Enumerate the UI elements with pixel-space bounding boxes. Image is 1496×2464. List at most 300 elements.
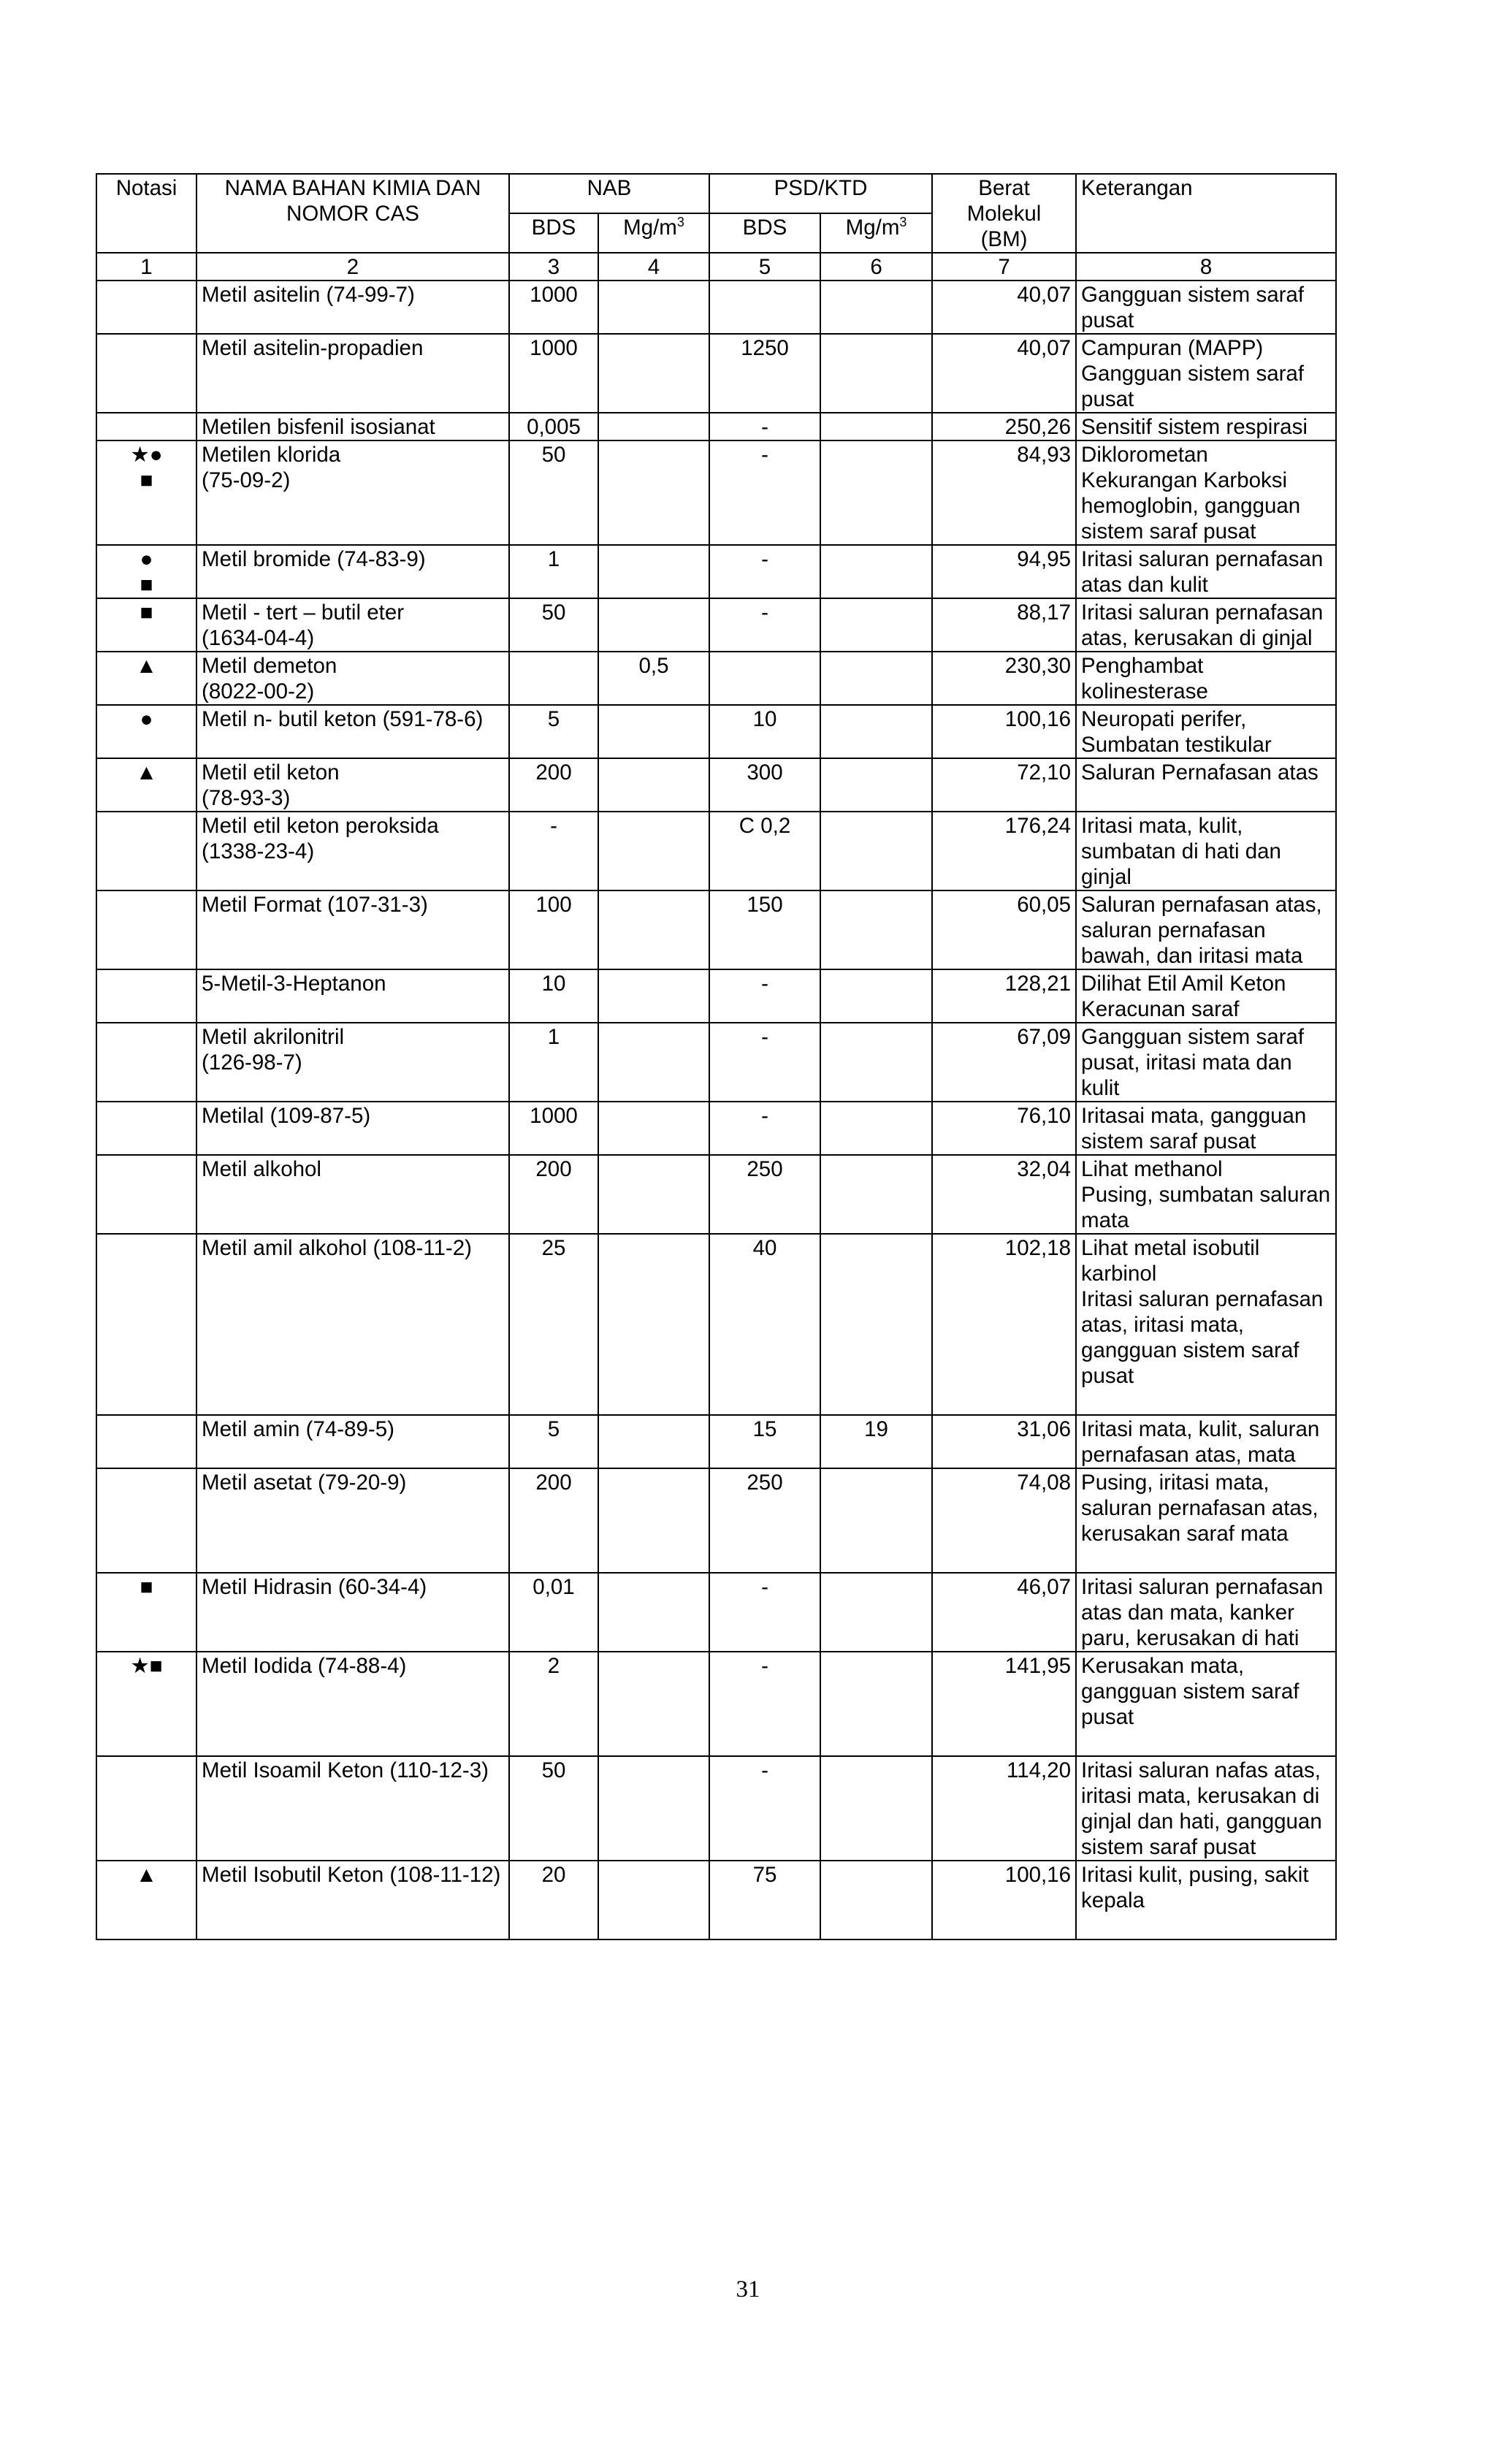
molecular-weight-cell: [932, 758, 1076, 812]
nab-mgm-cell: [598, 334, 709, 413]
notasi-cell: [96, 1468, 196, 1573]
chemical-name-cell: [196, 413, 509, 440]
nab-mgm-cell: [598, 1023, 709, 1102]
keterangan-cell: [1076, 1573, 1336, 1652]
nab-mgm-cell: [598, 1155, 709, 1234]
notasi-symbol-icon: ■: [140, 573, 153, 597]
nab-mgm-cell: [598, 890, 709, 969]
chemical-name-cell-text: Metil Hidrasin (60-34-4): [202, 1575, 427, 1599]
molecular-weight-cell-text: 46,07: [1017, 1575, 1072, 1599]
header-psd: PSD/KTD: [709, 174, 932, 213]
keterangan-cell-text: Penghambat kolinesterase: [1081, 654, 1208, 703]
nab-mgm-cell: [598, 440, 709, 545]
chemical-name-cell-text: Metil amil alkohol (108-11-2): [202, 1236, 472, 1260]
header-notasi: Notasi: [96, 174, 196, 253]
nab-bds-cell-text: 200: [535, 760, 572, 785]
table-body: [96, 281, 1336, 1939]
nab-mgm-cell-text: 0,5: [638, 654, 669, 678]
chemical-table: [96, 173, 1337, 1940]
table-row: [96, 281, 1336, 334]
nab-bds-cell: [509, 652, 598, 705]
psd-mgm-cell: [820, 758, 932, 812]
keterangan-cell-text: Gangguan sistem saraf pusat: [1081, 283, 1305, 332]
chemical-name-cell-text: Metil Isoamil Keton (110-12-3): [202, 1758, 489, 1782]
chemical-name-cell-text: Metil bromide (74-83-9): [202, 547, 426, 571]
col-num-7: 7: [932, 253, 1076, 281]
table-row: [96, 1573, 1336, 1652]
psd-mgm-cell: [820, 812, 932, 890]
psd-mgm-cell: [820, 334, 932, 413]
keterangan-cell-text: Iritasi saluran nafas atas, iritasi mata, kerusakan di ginjal dan hati, gangguan sistem saraf pusat: [1081, 1758, 1322, 1859]
nab-bds-cell-text: -: [550, 814, 557, 838]
psd-bds-cell-text: 15: [752, 1417, 777, 1441]
chemical-name-cell: [196, 1468, 509, 1573]
keterangan-cell: [1076, 1155, 1336, 1234]
psd-bds-cell-text: -: [761, 443, 768, 467]
molecular-weight-cell-text: 230,30: [1004, 654, 1072, 678]
nab-mgm-cell: [598, 413, 709, 440]
chemical-name-cell-text: Metil demeton (8022-00-2): [202, 654, 337, 703]
nab-bds-cell: [509, 1415, 598, 1468]
header-row-1: [96, 174, 1336, 213]
chemical-name-cell: [196, 705, 509, 758]
chemical-name-cell: [196, 440, 509, 545]
chemical-name-cell: [196, 812, 509, 890]
table-row: [96, 758, 1336, 812]
notasi-cell: [96, 598, 196, 652]
notasi-cell: [96, 1102, 196, 1155]
keterangan-cell-text: Pusing, iritasi mata, saluran pernafasan atas, kerusakan saraf mata: [1081, 1471, 1318, 1546]
keterangan-cell: [1076, 652, 1336, 705]
nab-bds-cell: [509, 705, 598, 758]
psd-bds-cell: [709, 281, 820, 334]
keterangan-cell: [1076, 758, 1336, 812]
nab-bds-cell: [509, 1573, 598, 1652]
keterangan-cell-text: Saluran pernafasan atas, saluran pernafasan bawah, dan iritasi mata: [1081, 893, 1322, 968]
notasi-cell: [96, 281, 196, 334]
psd-mgm-cell: [820, 1573, 932, 1652]
nab-bds-cell-text: 5: [547, 707, 560, 731]
chemical-name-cell-text: Metilen klorida (75-09-2): [202, 443, 341, 492]
notasi-symbol-icon: ●: [140, 547, 153, 571]
nab-bds-cell-text: 1000: [530, 1104, 578, 1128]
notasi-symbol-icon: ▲: [135, 654, 158, 678]
psd-bds-cell: [709, 413, 820, 440]
table-row: [96, 1023, 1336, 1102]
keterangan-cell-text: Iritasi mata, kulit, saluran pernafasan atas, mata: [1081, 1417, 1320, 1467]
keterangan-cell-text: Sensitif sistem respirasi: [1081, 415, 1308, 439]
molecular-weight-cell: [932, 652, 1076, 705]
molecular-weight-cell-text: 74,08: [1017, 1471, 1072, 1495]
header-psd-mgm-sup: 3: [899, 215, 907, 230]
keterangan-cell-text: Kerusakan mata, gangguan sistem saraf pusat: [1081, 1654, 1300, 1729]
notasi-cell: [96, 545, 196, 598]
keterangan-cell-text: Iritasi saluran pernafasan atas, kerusakan di ginjal: [1081, 600, 1324, 650]
psd-bds-cell: [709, 1415, 820, 1468]
col-num-5: 5: [709, 253, 820, 281]
molecular-weight-cell: [932, 890, 1076, 969]
psd-bds-cell-text: 10: [752, 707, 777, 731]
molecular-weight-cell-text: 32,04: [1017, 1157, 1072, 1181]
notasi-cell: [96, 440, 196, 545]
chemical-name-cell: [196, 1155, 509, 1234]
keterangan-cell-text: Diklorometan Kekurangan Karboksi hemoglobin, gangguan sistem saraf pusat: [1081, 443, 1301, 543]
notasi-cell: [96, 1234, 196, 1415]
psd-bds-cell: [709, 334, 820, 413]
psd-mgm-cell: [820, 413, 932, 440]
col-num-2: 2: [196, 253, 509, 281]
table-row: [96, 1652, 1336, 1756]
keterangan-cell: [1076, 1756, 1336, 1861]
header-nab-bds: BDS: [509, 213, 598, 253]
nab-mgm-cell: [598, 705, 709, 758]
chemical-name-cell-text: Metil asitelin (74-99-7): [202, 283, 415, 307]
nab-bds-cell-text: 0,01: [533, 1575, 575, 1599]
nab-bds-cell-text: 0,005: [527, 415, 581, 439]
chemical-name-cell: [196, 598, 509, 652]
molecular-weight-cell: [932, 1234, 1076, 1415]
psd-mgm-cell: [820, 598, 932, 652]
psd-bds-cell: [709, 1861, 820, 1939]
molecular-weight-cell: [932, 812, 1076, 890]
nab-bds-cell: [509, 1155, 598, 1234]
notasi-cell: [96, 652, 196, 705]
molecular-weight-cell: [932, 969, 1076, 1023]
nab-bds-cell: [509, 812, 598, 890]
molecular-weight-cell-text: 40,07: [1017, 336, 1072, 360]
notasi-cell: [96, 758, 196, 812]
psd-bds-cell-text: 1250: [741, 336, 789, 360]
nab-bds-cell-text: 1000: [530, 283, 578, 307]
notasi-symbol-icon: ■: [140, 600, 153, 625]
notasi-symbol-icon: ★■: [130, 1654, 163, 1678]
psd-mgm-cell: [820, 1861, 932, 1939]
keterangan-cell-text: Saluran Pernafasan atas: [1081, 760, 1318, 785]
notasi-cell: [96, 413, 196, 440]
psd-bds-cell-text: 75: [752, 1863, 777, 1887]
nab-mgm-cell: [598, 1861, 709, 1939]
chemical-name-cell-text: Metil Iodida (74-88-4): [202, 1654, 407, 1678]
psd-bds-cell: [709, 1652, 820, 1756]
notasi-cell: [96, 969, 196, 1023]
notasi-cell: [96, 1652, 196, 1756]
psd-bds-cell: [709, 890, 820, 969]
header-nab-mgm: [598, 213, 709, 253]
psd-mgm-cell-text: 19: [864, 1417, 888, 1441]
keterangan-cell-text: Iritasi kulit, pusing, sakit kepala: [1081, 1863, 1309, 1912]
chemical-name-cell-text: Metil Format (107-31-3): [202, 893, 428, 917]
psd-bds-cell-text: C 0,2: [739, 814, 791, 838]
col-num-6: 6: [820, 253, 932, 281]
header-keterangan: Keterangan: [1076, 174, 1336, 253]
chemical-name-cell: [196, 758, 509, 812]
nab-bds-cell-text: 25: [541, 1236, 566, 1260]
nab-mgm-cell: [598, 1234, 709, 1415]
chemical-name-cell: [196, 1023, 509, 1102]
chemical-name-cell: [196, 334, 509, 413]
psd-bds-cell-text: 150: [747, 893, 783, 917]
psd-bds-cell: [709, 969, 820, 1023]
psd-bds-cell: [709, 812, 820, 890]
keterangan-cell: [1076, 1023, 1336, 1102]
header-berat-line2: Molekul: [966, 202, 1042, 226]
nab-bds-cell: [509, 758, 598, 812]
molecular-weight-cell: [932, 281, 1076, 334]
molecular-weight-cell: [932, 1756, 1076, 1861]
keterangan-cell: [1076, 598, 1336, 652]
nab-bds-cell: [509, 1234, 598, 1415]
psd-mgm-cell: [820, 1155, 932, 1234]
nab-bds-cell: [509, 890, 598, 969]
table-row: [96, 969, 1336, 1023]
header-nama-line1: NAMA BAHAN KIMIA DAN: [224, 176, 481, 200]
molecular-weight-cell: [932, 1573, 1076, 1652]
chemical-name-cell-text: Metil - tert – butil eter (1634-04-4): [202, 600, 405, 650]
psd-bds-cell-text: -: [761, 972, 768, 996]
psd-bds-cell-text: -: [761, 415, 768, 439]
col-num-1: 1: [96, 253, 196, 281]
nab-bds-cell: [509, 1023, 598, 1102]
molecular-weight-cell: [932, 1861, 1076, 1939]
molecular-weight-cell: [932, 1102, 1076, 1155]
molecular-weight-cell: [932, 545, 1076, 598]
table-row: [96, 705, 1336, 758]
psd-mgm-cell: [820, 1756, 932, 1861]
nab-bds-cell: [509, 413, 598, 440]
psd-bds-cell-text: -: [761, 1025, 768, 1049]
nab-bds-cell-text: 50: [541, 443, 566, 467]
header-psd-mgm: [820, 213, 932, 253]
nab-mgm-cell: [598, 1652, 709, 1756]
psd-bds-cell: [709, 545, 820, 598]
table-row: [96, 598, 1336, 652]
chemical-name-cell: [196, 1652, 509, 1756]
col-num-8: 8: [1076, 253, 1336, 281]
chemical-name-cell-text: Metil amin (74-89-5): [202, 1417, 394, 1441]
keterangan-cell-text: Iritasi mata, kulit, sumbatan di hati dan ginjal: [1081, 814, 1281, 889]
notasi-cell: [96, 334, 196, 413]
keterangan-cell: [1076, 1234, 1336, 1415]
nab-mgm-cell: [598, 969, 709, 1023]
psd-mgm-cell: [820, 1468, 932, 1573]
keterangan-cell: [1076, 1652, 1336, 1756]
molecular-weight-cell: [932, 1023, 1076, 1102]
molecular-weight-cell-text: 84,93: [1017, 443, 1072, 467]
psd-mgm-cell: [820, 1023, 932, 1102]
keterangan-cell: [1076, 1415, 1336, 1468]
psd-mgm-cell: [820, 1652, 932, 1756]
molecular-weight-cell-text: 128,21: [1004, 972, 1072, 996]
chemical-name-cell-text: Metilal (109-87-5): [202, 1104, 371, 1128]
table-row: [96, 1234, 1336, 1415]
keterangan-cell-text: Lihat methanol Pusing, sumbatan saluran mata: [1081, 1157, 1331, 1232]
nab-mgm-cell: [598, 1573, 709, 1652]
notasi-cell: [96, 1155, 196, 1234]
table-row: [96, 812, 1336, 890]
notasi-symbol-icon: ▲: [135, 1863, 158, 1887]
molecular-weight-cell-text: 31,06: [1017, 1417, 1072, 1441]
psd-bds-cell-text: -: [761, 547, 768, 571]
nab-bds-cell: [509, 598, 598, 652]
keterangan-cell: [1076, 1102, 1336, 1155]
nab-bds-cell-text: 2: [547, 1654, 560, 1678]
psd-mgm-cell: [820, 1102, 932, 1155]
keterangan-cell: [1076, 281, 1336, 334]
molecular-weight-cell-text: 141,95: [1004, 1654, 1072, 1678]
col-num-3: 3: [509, 253, 598, 281]
molecular-weight-cell-text: 100,16: [1004, 707, 1072, 731]
keterangan-cell-text: Iritasi saluran pernafasan atas dan kulit: [1081, 547, 1324, 597]
table-row: [96, 1155, 1336, 1234]
table-row: [96, 545, 1336, 598]
keterangan-cell: [1076, 1861, 1336, 1939]
table-row: [96, 890, 1336, 969]
nab-bds-cell: [509, 1102, 598, 1155]
molecular-weight-cell: [932, 440, 1076, 545]
nab-bds-cell-text: 200: [535, 1157, 572, 1181]
chemical-name-cell: [196, 969, 509, 1023]
psd-bds-cell: [709, 598, 820, 652]
chemical-name-cell: [196, 281, 509, 334]
table-row: [96, 1415, 1336, 1468]
psd-bds-cell: [709, 1023, 820, 1102]
psd-bds-cell-text: -: [761, 1575, 768, 1599]
header-nama: [196, 174, 509, 253]
psd-bds-cell-text: -: [761, 1654, 768, 1678]
keterangan-cell: [1076, 334, 1336, 413]
nab-mgm-cell: [598, 652, 709, 705]
nab-bds-cell-text: 100: [535, 893, 572, 917]
table-row: [96, 413, 1336, 440]
table-row: [96, 334, 1336, 413]
keterangan-cell: [1076, 440, 1336, 545]
psd-bds-cell: [709, 1155, 820, 1234]
psd-bds-cell-text: 300: [747, 760, 783, 785]
notasi-cell: [96, 1415, 196, 1468]
table-row: [96, 1468, 1336, 1573]
notasi-symbol-icon: ▲: [135, 760, 158, 785]
molecular-weight-cell-text: 114,20: [1006, 1758, 1072, 1782]
psd-bds-cell: [709, 652, 820, 705]
psd-bds-cell: [709, 1102, 820, 1155]
keterangan-cell-text: Gangguan sistem saraf pusat, iritasi mata dan kulit: [1081, 1025, 1305, 1100]
chemical-name-cell-text: Metil alkohol: [202, 1157, 321, 1181]
nab-mgm-cell: [598, 1415, 709, 1468]
psd-bds-cell: [709, 1234, 820, 1415]
header-berat-line3: (BM): [980, 227, 1028, 251]
table-row: [96, 1102, 1336, 1155]
notasi-symbol-icon: ★●: [130, 443, 163, 467]
keterangan-cell-text: Iritasai mata, gangguan sistem saraf pusat: [1081, 1104, 1307, 1153]
chemical-name-cell: [196, 545, 509, 598]
nab-bds-cell-text: 1: [547, 547, 560, 571]
nab-bds-cell: [509, 334, 598, 413]
nab-bds-cell-text: 20: [541, 1863, 566, 1887]
nab-bds-cell-text: 1000: [530, 336, 578, 360]
nab-mgm-cell: [598, 598, 709, 652]
keterangan-cell: [1076, 705, 1336, 758]
notasi-cell: [96, 1756, 196, 1861]
notasi-cell: [96, 1573, 196, 1652]
table-row: [96, 1861, 1336, 1939]
nab-mgm-cell: [598, 1468, 709, 1573]
nab-mgm-cell: [598, 281, 709, 334]
molecular-weight-cell-text: 40,07: [1017, 283, 1072, 307]
psd-mgm-cell: [820, 545, 932, 598]
nab-bds-cell: [509, 1652, 598, 1756]
keterangan-cell: [1076, 545, 1336, 598]
nab-bds-cell-text: 1: [547, 1025, 560, 1049]
keterangan-cell: [1076, 890, 1336, 969]
psd-mgm-cell: [820, 440, 932, 545]
nab-bds-cell-text: 5: [547, 1417, 560, 1441]
header-psd-bds: BDS: [709, 213, 820, 253]
nab-bds-cell-text: 50: [541, 1758, 566, 1782]
nab-mgm-cell: [598, 545, 709, 598]
molecular-weight-cell: [932, 1652, 1076, 1756]
psd-bds-cell: [709, 758, 820, 812]
psd-bds-cell-text: 40: [752, 1236, 777, 1260]
molecular-weight-cell-text: 176,24: [1004, 814, 1072, 838]
nab-bds-cell-text: 50: [541, 600, 566, 625]
header-nab-mgm-label: Mg/m: [623, 215, 677, 240]
chemical-name-cell-text: Metil akrilonitril (126-98-7): [202, 1025, 345, 1075]
notasi-cell: [96, 812, 196, 890]
psd-mgm-cell: [820, 969, 932, 1023]
chemical-name-cell-text: Metil Isobutil Keton (108-11-12): [202, 1863, 501, 1887]
keterangan-cell-text: Dilihat Etil Amil Keton Keracunan saraf: [1081, 972, 1286, 1021]
chemical-name-cell: [196, 1415, 509, 1468]
keterangan-cell: [1076, 1468, 1336, 1573]
nab-mgm-cell: [598, 812, 709, 890]
psd-bds-cell: [709, 1756, 820, 1861]
table-row: [96, 1756, 1336, 1861]
psd-bds-cell-text: -: [761, 600, 768, 625]
molecular-weight-cell-text: 88,17: [1017, 600, 1072, 625]
molecular-weight-cell: [932, 413, 1076, 440]
molecular-weight-cell: [932, 1468, 1076, 1573]
keterangan-cell: [1076, 413, 1336, 440]
chemical-name-cell-text: Metilen bisfenil isosianat: [202, 415, 435, 439]
molecular-weight-cell: [932, 705, 1076, 758]
molecular-weight-cell-text: 250,26: [1004, 415, 1072, 439]
keterangan-cell-text: Lihat metal isobutil karbinol Iritasi saluran pernafasan atas, iritasi mata, gangguan sistem saraf pusat: [1081, 1236, 1324, 1388]
keterangan-cell: [1076, 812, 1336, 890]
psd-bds-cell: [709, 1468, 820, 1573]
chemical-name-cell-text: 5-Metil-3-Heptanon: [202, 972, 386, 996]
psd-bds-cell-text: -: [761, 1758, 768, 1782]
chemical-name-cell: [196, 652, 509, 705]
nab-bds-cell-text: 200: [535, 1471, 572, 1495]
molecular-weight-cell-text: 102,18: [1004, 1236, 1072, 1260]
nab-mgm-cell: [598, 1756, 709, 1861]
keterangan-cell: [1076, 969, 1336, 1023]
column-number-row: [96, 253, 1336, 281]
psd-bds-cell-text: 250: [747, 1471, 783, 1495]
nab-bds-cell: [509, 440, 598, 545]
notasi-cell: [96, 705, 196, 758]
header-berat-line1: Berat: [978, 176, 1030, 200]
notasi-cell: [96, 1023, 196, 1102]
psd-bds-cell-text: 250: [747, 1157, 783, 1181]
header-nab: NAB: [509, 174, 709, 213]
keterangan-cell-text: Iritasi saluran pernafasan atas dan mata, kanker paru, kerusakan di hati: [1081, 1575, 1324, 1650]
page-number: 31: [736, 2276, 760, 2303]
psd-bds-cell: [709, 1573, 820, 1652]
psd-mgm-cell: [820, 890, 932, 969]
header-psd-mgm-label: Mg/m: [845, 215, 900, 240]
molecular-weight-cell-text: 72,10: [1017, 760, 1072, 785]
